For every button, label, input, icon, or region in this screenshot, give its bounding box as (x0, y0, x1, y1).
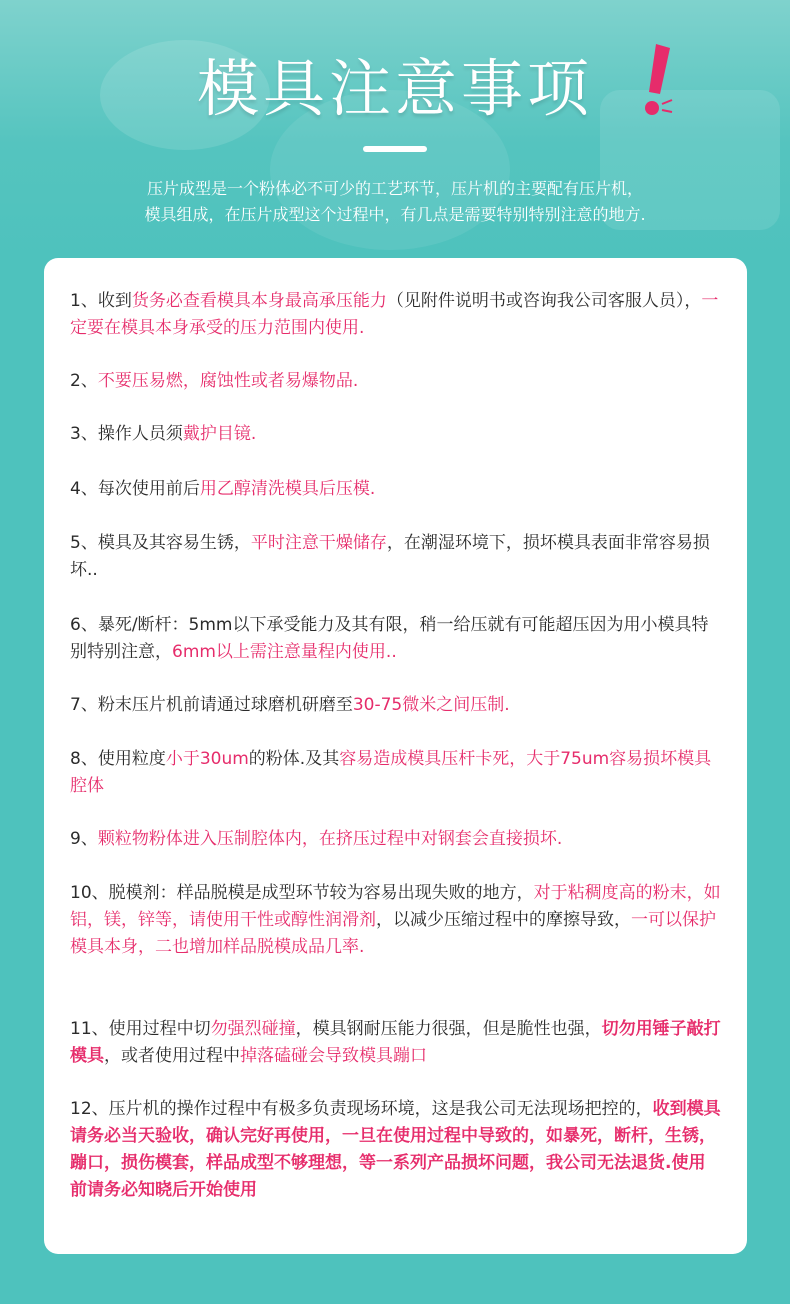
notice-item (70, 530, 722, 584)
notice-highlight: 一可以保护模具本身，二也增加样品脱模成品几率. (70, 910, 716, 957)
notice-text: ，在潮湿环境下，损坏模具表面非常容易损坏.. (70, 533, 710, 580)
page-title: 模具注意事项 (196, 52, 593, 125)
notice-highlight: 勿强烈碰撞 (210, 1019, 296, 1039)
notice-item (70, 692, 722, 719)
notice-highlight: 6mm以上需注意量程内使用.. (172, 642, 397, 662)
notice-text: 10、脱模剂：样品脱模是成型环节较为容易出现失败的地方， (70, 883, 534, 903)
notice-highlight: 戴护目镜. (182, 424, 257, 444)
exclamation-icon (636, 42, 676, 122)
notice-highlight: 容易造成模具压杆卡死，大于75um容易损坏模具腔体 (70, 749, 712, 796)
notice-item (70, 612, 722, 666)
notice-text: 的粉体.及其 (248, 749, 340, 769)
notice-text: 5、模具及其容易生锈， (70, 533, 251, 553)
notice-text: 1、收到 (70, 291, 132, 311)
notice-item (70, 368, 722, 395)
notice-text: （见附件说明书或咨询我公司客服人员）， (386, 291, 702, 311)
intro-line: 模具组成，在压片成型这个过程中，有几点是需要特别特别注意的地方. (144, 205, 646, 224)
notice-item (70, 880, 722, 961)
notice-item (70, 421, 722, 448)
notice-highlight: 30-75微米之间压制. (352, 695, 510, 715)
intro-text (40, 176, 750, 228)
notice-item (70, 826, 722, 853)
notice-highlight: 切勿用锤子敲打模具 (70, 1019, 721, 1066)
notice-text: 9、 (70, 829, 98, 849)
notice-text: ，模具钢耐压能力很强，但是脆性也强， (295, 1019, 602, 1039)
notice-text: 2、 (70, 371, 98, 391)
notice-highlight: 颗粒物粉体进入压制腔体内，在挤压过程中对钢套会直接损坏. (97, 829, 563, 849)
notice-highlight: 小于30um (165, 749, 249, 769)
notice-text: 11、使用过程中切 (70, 1019, 211, 1039)
notice-highlight: 不要压易燃，腐蚀性或者易爆物品. (97, 371, 359, 391)
notice-text: 8、使用粒度 (70, 749, 166, 769)
notice-text: 7、粉末压片机前请通过球磨机研磨至 (70, 695, 353, 715)
notice-text: 3、操作人员须 (70, 424, 183, 444)
notice-item (70, 288, 722, 342)
notice-highlight: 一定要在模具本身承受的压力范围内使用. (70, 291, 719, 338)
notice-highlight: 对于粘稠度高的粉末，如铝，镁，锌等，请使用干性或醇性润滑剂 (70, 883, 721, 930)
notice-item (70, 476, 722, 503)
notice-text: 6、暴死/断杆：5mm以下承受能力及其有限，稍一给压就有可能超压因为用小模具特别特别注意， (70, 615, 709, 662)
notice-card (44, 258, 747, 1254)
notice-text: 4、每次使用前后 (70, 479, 200, 499)
intro-line: 压片成型是一个粉体必不可少的工艺环节，压片机的主要配有压片机， (146, 179, 643, 198)
notice-highlight: 收到模具请务必当天验收，确认完好再使用，一旦在使用过程中导致的，如暴死，断杆，生锈，蹦口，损伤模套，样品成型不够理想，等一系列产品损坏问题，我公司无法退货.使用前请务必知晓后开始使用 (70, 1099, 721, 1200)
notice-item (70, 1016, 722, 1070)
notice-highlight: 货务必查看模具本身最高承压能力 (131, 291, 387, 311)
notice-text: ，或者使用过程中 (104, 1046, 240, 1066)
notice-text: 12、压片机的操作过程中有极多负责现场环境，这是我公司无法现场把控的， (70, 1099, 653, 1119)
notice-highlight: 平时注意干燥储存 (250, 533, 387, 553)
title-underline (363, 146, 427, 152)
notice-text: ，以减少压缩过程中的摩擦导致， (376, 910, 631, 930)
notice-item (70, 746, 722, 800)
notice-highlight: 用乙醇清洗模具后压模. (199, 479, 376, 499)
notice-highlight: 掉落磕碰会导致模具蹦口 (240, 1046, 427, 1066)
notice-item (70, 1096, 722, 1204)
